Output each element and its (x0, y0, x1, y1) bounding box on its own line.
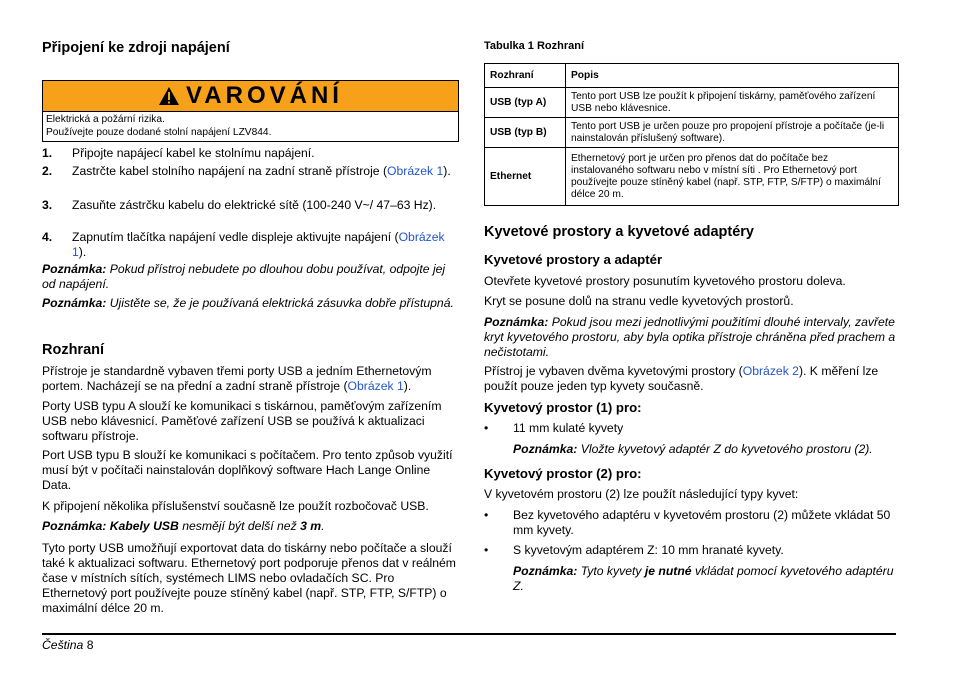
note-text: Tyto kyvety (577, 564, 645, 578)
table-cell-key: USB (typ A) (485, 88, 566, 118)
table-header-cell: Rozhraní (485, 64, 566, 88)
note-text: . (321, 519, 325, 533)
table-caption: Tabulka 1 Rozhraní (484, 40, 585, 52)
para-text: Přístroj je vybaven dvěma kyvetovými prostory ( (484, 364, 743, 378)
figure-1-link[interactable]: Obrázek 1 (387, 164, 444, 178)
step-number: 1. (42, 146, 53, 160)
heading-power: Připojení ke zdroji napájení (42, 40, 230, 56)
note-label: Poznámka: (484, 315, 549, 329)
note-disconnect (42, 262, 457, 292)
warning-title: VAROVÁNÍ (186, 82, 343, 109)
figure-1-link[interactable]: Obrázek 1 (72, 230, 445, 259)
table-cell-desc: Ethernetový port je určen pro přenos dat do počítače bez instalovaného softwaru nebo v místní síti . Pro Ethernetový port používejte pouze stíněný kabel (např. STP, FTP, S/FTP) o maximální délce 20 m. (566, 148, 899, 206)
para-text: Přístroje je standardně vybaven třemi porty USB a jedním Ethernetovým portem. Nacházejí se na přední a zadní straně přístroje ( (42, 364, 432, 393)
note-socket (42, 296, 457, 311)
table-cell-desc: Tento port USB je určen pouze pro propojení přístroje a počítače (je-li nainstalován příslušený software). (566, 118, 899, 148)
note-text: Pokud přístroj nebudete po dlouhou dobu používat, odpojte jej od napájení. (42, 262, 446, 291)
note-label: Poznámka: Kabely USB (42, 519, 179, 533)
bullet-icon: • (484, 421, 489, 435)
note-bold: je nutné (644, 564, 692, 578)
step-text (72, 164, 457, 179)
para-hub: K připojení několika příslušenství současně lze použít rozbočovač USB. (42, 499, 429, 513)
note-compartment-1 (513, 442, 899, 457)
note-label: Poznámka: (42, 296, 107, 310)
warning-header (43, 81, 458, 112)
step-2 (42, 164, 457, 179)
step-1 (42, 146, 457, 161)
table-cell-key: Ethernet (485, 148, 566, 206)
para-text: ). (403, 379, 412, 393)
para-text: ). K měření lze použít pouze jeden typ kyvety současně. (484, 364, 879, 393)
warning-line-2: Používejte pouze dodané stolní napájení LZV844. (46, 127, 272, 138)
table-header-cell: Popis (566, 64, 899, 88)
para-export: Tyto porty USB umožňují exportovat data do tiskárny nebo počítače a slouží také k aktualizaci softwaru. Ethernetový port podporuje přenos dat v reálném čase v místních sítích, systémech LIMS nebo ovladačích SC. Pro Ethernetový port používejte pouze stíněný kabel (např. STP, FTP, S/FTP) o maximální délce 20 m. (42, 541, 456, 615)
heading-compartment-1: Kyvetový prostor (1) pro: (484, 400, 642, 415)
table-cell-desc: Tento port USB lze použít k připojení tiskárny, paměťového zařízení USB nebo klávesnice. (566, 88, 899, 118)
list-item-text: S kyvetovým adaptérem Z: 10 mm hranaté kyvety. (513, 543, 784, 557)
step-3 (42, 198, 457, 213)
step-number: 2. (42, 164, 53, 178)
note-text: Vložte kyvetový adaptér Z do kyvetového prostoru (2). (577, 442, 873, 456)
step-number: 4. (42, 230, 53, 244)
step-number: 3. (42, 198, 53, 212)
para-open: Otevřete kyvetové prostory posunutím kyvetového prostoru doleva. (484, 274, 846, 288)
list-item (484, 543, 899, 558)
step-text: Zasuňte zástrčku kabelu do elektrické sítě (100-240 V~/ 47–63 Hz). (72, 198, 437, 212)
bullet-icon: • (484, 508, 489, 522)
note-label: Poznámka: (42, 262, 107, 276)
list-item-text: 11 mm kulaté kyvety (513, 421, 624, 435)
note-cable (42, 519, 457, 534)
para-usb-b: Port USB typu B slouží ke komunikaci s počítačem. Pro tento způsob využití musí být v počítači nainstalován doplňkový software Hach Lange Online Data. (42, 448, 453, 492)
warning-line-1: Elektrická a požární rizika. (46, 114, 165, 125)
interface-table (484, 63, 899, 206)
page-number: 8 (86, 638, 94, 652)
warning-triangle-icon (158, 86, 180, 106)
bullet-icon: • (484, 543, 489, 557)
step-text-part: Zastrčte kabel stolního napájení na zadní straně přístroje ( (72, 164, 388, 178)
heading-cuvette: Kyvetové prostory a kyvetové adaptéry (484, 224, 754, 240)
note-bold: 3 m (300, 519, 322, 533)
list-item-text: Bez kyvetového adaptéru v kyvetovém prostoru (2) můžete vkládat 50 mm kyvety. (513, 508, 891, 537)
table-cell-key: USB (typ B) (485, 118, 566, 148)
note-text: Pokud jsou mezi jednotlivými použitími dlouhé intervaly, zavřete kryt kyvetového prostoru, aby byla optika přístroje chráněna před prachem a nečistotami. (484, 315, 896, 359)
table-row (485, 148, 899, 206)
list-item (484, 508, 899, 538)
para-slide: Kryt se posune dolů na stranu vedle kyvetových prostorů. (484, 294, 794, 308)
para-compartment-2-intro: V kyvetovém prostoru (2) lze použít následující typy kyvet: (484, 487, 799, 501)
list-item (484, 421, 899, 436)
note-text: vkládat pomocí kyvetového adaptéru Z. (513, 564, 894, 593)
step-text-part: ). (443, 164, 451, 178)
note-label: Poznámka: (513, 564, 578, 578)
step-4 (42, 230, 457, 260)
table-header-row (485, 64, 899, 88)
step-text-part: ). (78, 245, 87, 259)
heading-interface: Rozhraní (42, 342, 105, 358)
step-text: Připojte napájecí kabel ke stolnímu napájení. (72, 146, 315, 160)
footer-rule (42, 633, 896, 635)
note-text: Ujistěte se, že je používaná elektrická zásuvka dobře přístupná. (106, 296, 454, 310)
figure-2-link[interactable]: Obrázek 2 (742, 364, 799, 378)
note-label: Poznámka: (513, 442, 578, 456)
para-equipped (484, 364, 899, 394)
note-text: nesmějí být delší než (178, 519, 301, 533)
para-usb-a: Porty USB typu A slouží ke komunikaci s tiskárnou, paměťovým zařízením USB nebo klávesnicí. Paměťové zařízení USB se používá k aktualizaci softwaru přístroje. (42, 399, 442, 443)
heading-compartment-2: Kyvetový prostor (2) pro: (484, 466, 642, 481)
warning-body (43, 112, 458, 141)
figure-1-link[interactable]: Obrázek 1 (347, 379, 404, 393)
para-ports (42, 364, 457, 394)
footer-language: Čeština (42, 638, 84, 652)
page-footer (42, 638, 94, 652)
table-row (485, 88, 899, 118)
table-row (485, 118, 899, 148)
warning-box (42, 80, 459, 142)
note-cover (484, 315, 899, 360)
note-compartment-2 (513, 564, 899, 594)
subheading-adapter: Kyvetové prostory a adaptér (484, 252, 663, 267)
step-text (72, 230, 457, 260)
step-text-part: Zapnutím tlačítka napájení vedle displeje aktivujte napájení ( (72, 230, 399, 244)
